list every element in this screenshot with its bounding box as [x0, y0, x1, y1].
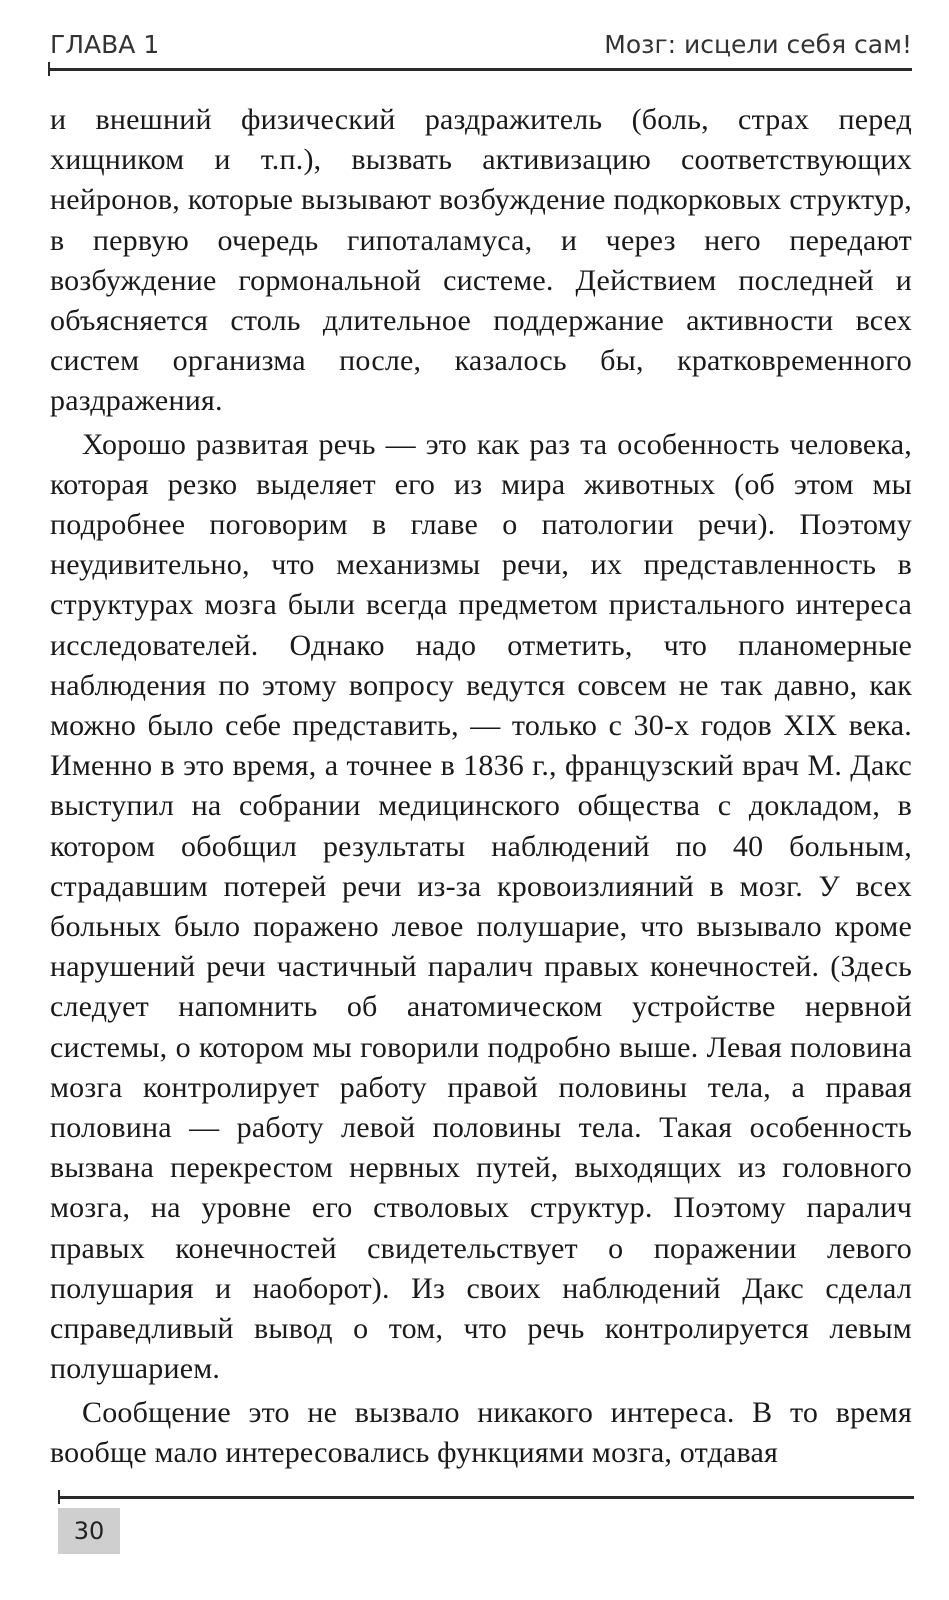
footer-rule [58, 1496, 914, 1499]
page-body [50, 100, 912, 1473]
header-rule [48, 68, 912, 71]
running-header [50, 30, 912, 66]
chapter-label: ГЛАВА 1 [50, 30, 160, 59]
paragraph: Хорошо развитая речь — это как раз та особенность человека, которая резко выделяет его из мира животных (об этом мы подробнее поговорим в главе о патологии речи). Поэтому неудивительно, что механизмы речи, их представленность в структурах мозга были всегда предметом пристального интереса исследователей. Однако надо отметить, что планомерные наблюдения по этому вопросу ведутся совсем не так давно, как можно было себе представить, — только с 30-х годов XIX века. Именно в это время, а точнее в 1836 г., французский врач М. Дакс выступил на собрании медицинского общества с докладом, в котором обобщил результаты наблюдений по 40 больным, страдавшим потерей речи из-за кровоизлияний в мозг. У всех больных было поражено левое полушарие, что вызывало кроме нарушений речи частичный паралич правых конечностей. (Здесь следует напомнить об анатомическом устройстве нервной системы, о котором мы говорили подробно выше. Левая половина мозга контролирует работу правой половины тела, а правая половина — работу левой половины тела. Такая особенность вызвана перекрестом нервных путей, выходящих из головного мозга, на уровне его стволовых структур. Поэтому паралич правых конечностей свидетельствует о поражении левого полушария и наоборот). Из своих наблюдений Дакс сделал справедливый вывод о том, что речь контролируется левым полушарием. [50, 427, 912, 1386]
book-title: Мозг: исцели себя сам! [604, 30, 912, 59]
page-number: 30 [58, 1508, 120, 1554]
paragraph: Сообщение это не вызвало никакого интереса. В то время вообще мало интересовались функциями мозга, отдавая [50, 1395, 912, 1469]
paragraph-continued: и внешний физический раздражитель (боль, страх перед хищником и т.п.), вызвать активизацию соответствующих нейронов, которые вызывают возбуждение подкорковых структур, в первую очередь гипоталамуса, и через него передают возбуждение гормональной системе. Действием последней и объясняется столь длительное поддержание активности всех систем организма после, казалось бы, кратковременного раздражения. [50, 103, 912, 418]
